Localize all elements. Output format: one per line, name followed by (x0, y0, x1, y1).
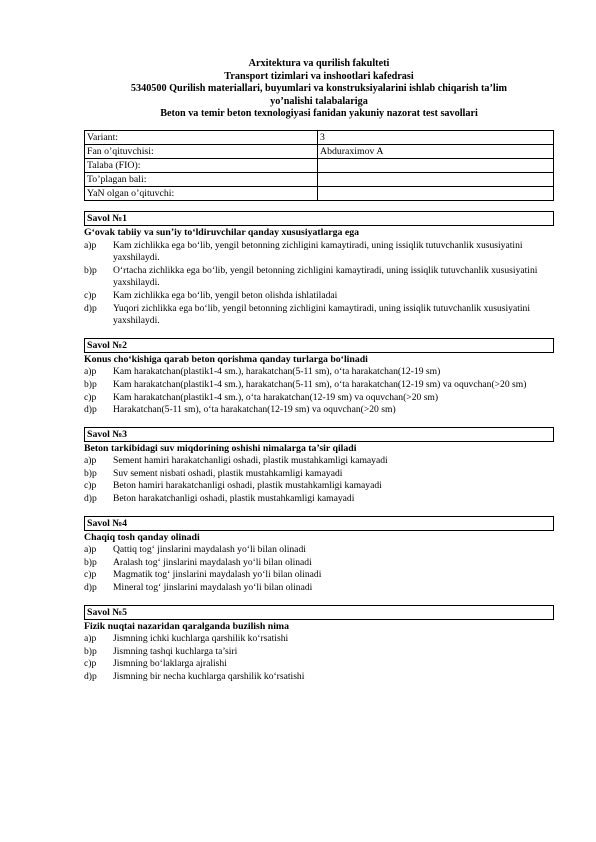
info-table (84, 130, 554, 201)
answer-option (84, 582, 554, 595)
info-label: To’plagan bali: (85, 172, 318, 186)
answer-option (84, 404, 554, 417)
info-value (318, 186, 554, 200)
question-block (84, 338, 554, 417)
option-text: Suv sement nisbati oshadi, plastik mustahkamligi kamayadi (113, 467, 343, 479)
question-text: G‘ovak tabiiy va sun’iy to‘ldiruvchilar qanday xususiyatlarga ega (84, 226, 359, 238)
option-label: c)p (84, 658, 97, 670)
answer-option (84, 303, 554, 328)
info-label: Variant: (85, 130, 318, 144)
question-text: Beton tarkibidagi suv miqdorining oshishi nimalarga ta’sir qiladi (84, 442, 357, 454)
option-label: a)p (84, 544, 97, 556)
option-text: Jismning bir necha kuchlarga qarshilik ko‘rsatishi (113, 671, 305, 682)
question-list (84, 211, 554, 684)
option-label: d)p (84, 671, 97, 682)
question-text: Fizik nuqtai nazaridan qaralganda buzilish nima (84, 620, 289, 632)
option-text: Harakatchan(5-11 sm), o‘ta harakatchan(12-19 sm) va oquvchan(>20 sm) (113, 404, 396, 416)
option-text: Kam harakatchan(plastik1-4 sm.), harakatchan(5-11 sm), o‘ta harakatchan(12-19 sm) (113, 366, 441, 378)
answer-option (84, 480, 554, 493)
answer-option (84, 658, 554, 671)
option-label: c)p (84, 480, 97, 492)
specialty-title-cont: yo’nalishi talabalariga (270, 95, 368, 107)
question-block (84, 516, 554, 595)
exam-title: Beton va temir beton texnologiyasi fanidan yakuniy nazorat test savollari (160, 108, 478, 120)
answer-option (84, 366, 554, 379)
option-text: Kam harakatchan(plastik1-4 sm.), harakatchan(5-11 sm), o‘ta harakatchan(12-19 sm) va oquvchan(>20 sm) (113, 378, 527, 390)
answer-option (84, 544, 554, 557)
option-label: d)p (84, 493, 97, 505)
option-text: Yuqori zichlikka ega bo‘lib, yengil betonning zichligini kamaytiradi, uning issiqlik tutuvchanlik xususiyatini yaxshilaydi. (113, 302, 530, 327)
option-label: c)p (84, 569, 97, 581)
question-number: Savol №1 (84, 211, 554, 226)
specialty-title: 5340500 Qurilish materiallari, buyumlari va konstruksiyalarini ishlab chiqarish ta’lim (130, 83, 508, 95)
question-block (84, 211, 554, 328)
question-block (84, 427, 554, 506)
option-text: Mineral tog‘ jinslarini maydalash yo‘li bilan olinadi (113, 582, 313, 594)
answer-option (84, 468, 554, 481)
info-value: Abduraximov A (318, 144, 554, 158)
info-label: Fan o’qituvchisi: (85, 144, 318, 158)
answer-option (84, 379, 554, 392)
info-value (318, 158, 554, 172)
answer-option (84, 455, 554, 468)
answer-option (84, 557, 554, 570)
answer-option (84, 569, 554, 582)
option-text: Magmatik tog‘ jinslarini maydalash yo‘li bilan olinadi (113, 569, 322, 581)
option-label: b)p (84, 467, 97, 479)
option-label: a)p (84, 239, 97, 251)
option-label: a)p (84, 455, 97, 467)
option-label: c)p (84, 391, 97, 403)
answer-option (84, 240, 554, 265)
question-number: Savol №5 (84, 605, 554, 620)
info-row-variant (85, 130, 554, 144)
option-text: Aralash tog‘ jinslarini maydalash yo‘li bilan olinadi (113, 556, 312, 568)
test-page (84, 58, 554, 684)
option-text: Kam zichlikka ega bo‘lib, yengil beton olishda ishlatiladai (113, 289, 338, 301)
info-row-score (85, 172, 554, 186)
question-number: Savol №2 (84, 338, 554, 353)
option-text: Beton harakatchanligi oshadi, plastik mustahkamligi kamayadi (113, 493, 355, 505)
question-text: Konus cho‘kishiga qarab beton qorishma qanday turlarga bo‘linadi (84, 353, 368, 365)
question-number: Savol №3 (84, 427, 554, 442)
faculty-title: Arxitektura va qurilish fakulteti (248, 58, 390, 69)
question-text: Chaqiq tosh qanday olinadi (84, 531, 200, 543)
document-header (84, 58, 554, 121)
option-label: d)p (84, 582, 97, 594)
option-label: c)p (84, 289, 97, 301)
answer-option (84, 493, 554, 506)
option-label: d)p (84, 404, 97, 416)
answer-option (84, 633, 554, 646)
option-text: Sement hamiri harakatchanligi oshadi, plastik mustahkamligi kamayadi (113, 455, 388, 467)
answer-option (84, 671, 554, 684)
option-text: Jismning tashqi kuchlarga ta’siri (113, 645, 238, 657)
question-number: Savol №4 (84, 516, 554, 531)
option-text: Kam harakatchan(plastik1-4 sm.), o‘ta harakatchan(12-19 sm) va oquvchan(>20 sm) (113, 391, 439, 403)
info-label: YaN olgan o’qituvchi: (85, 186, 318, 200)
answer-option (84, 290, 554, 303)
info-value (318, 172, 554, 186)
option-text: Beton hamiri harakatchanligi oshadi, plastik mustahkamligi kamayadi (113, 480, 382, 492)
info-row-teacher (85, 144, 554, 158)
option-text: Qattiq tog‘ jinslarini maydalash yo‘li bilan olinadi (113, 544, 306, 556)
department-title: Transport tizimlari va inshootlari kafedrasi (224, 70, 414, 82)
info-row-examiner (85, 186, 554, 200)
option-label: b)p (84, 645, 97, 657)
answer-option (84, 265, 554, 290)
option-label: b)p (84, 556, 97, 568)
option-text: Jismning ichki kuchlarga qarshilik ko‘rsatishi (113, 633, 289, 645)
option-label: d)p (84, 302, 97, 314)
option-label: a)p (84, 366, 97, 378)
option-label: b)p (84, 264, 97, 276)
answer-option (84, 646, 554, 659)
info-value: 3 (318, 130, 554, 144)
option-label: b)p (84, 378, 97, 390)
option-text: Kam zichlikka ega bo‘lib, yengil betonning zichligini kamaytiradi, uning issiqlik tutuvchanlik xususiyatini yaxshilaydi. (113, 239, 523, 264)
info-row-student (85, 158, 554, 172)
info-label: Talaba (FIO): (85, 158, 318, 172)
question-block (84, 605, 554, 684)
option-label: a)p (84, 633, 97, 645)
option-text: O‘rtacha zichlikka ega bo‘lib, yengil betonning zichligini kamaytiradi, uning issiqlik tutuvchanlik xususiyatini yaxshilaydi. (113, 264, 538, 289)
answer-option (84, 392, 554, 405)
option-text: Jismning bo‘laklarga ajralishi (113, 658, 227, 670)
